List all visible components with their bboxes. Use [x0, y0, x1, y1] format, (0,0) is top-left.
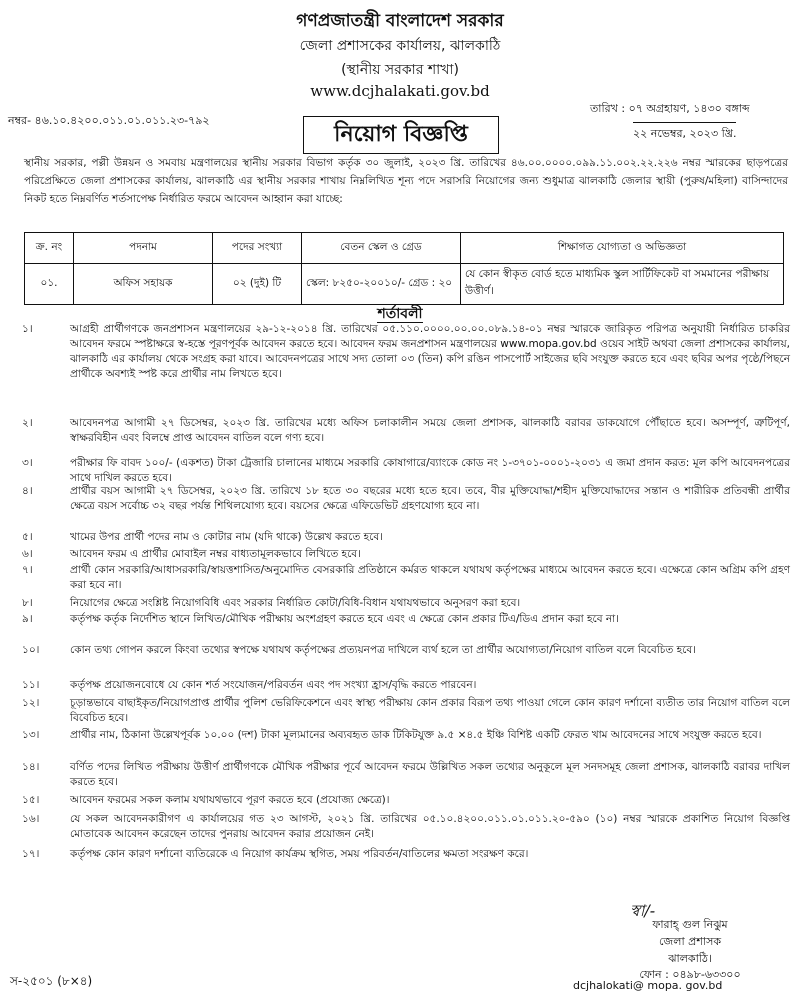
office-name: জেলা প্রশাসকের কার্যালয়, ঝালকাঠি	[299, 38, 501, 54]
terms-heading: শর্তাবলী	[377, 306, 423, 322]
date-english: ২২ নভেম্বর, ২০২৩ খ্রি.	[633, 122, 736, 144]
col-salary: বেতন স্কেল ও গ্রেড	[302, 233, 461, 264]
govt-name: গণপ্রজাতন্ত্রী বাংলাদেশ সরকার	[296, 11, 504, 31]
signature-mark: স্বা/-	[630, 901, 656, 920]
signatory-designation: জেলা প্রশাসক	[658, 935, 722, 948]
date-bangla	[590, 100, 750, 119]
intro-paragraph: স্থানীয় সরকার, পল্লী উন্নয়ন ও সমবায় মন্ত্রণালয়ের স্থানীয় সরকার বিভাগ কর্তৃক ৩০ জুলাই, ২০২৩ খ্রি. তারিখের ৪৬.০০.০০০০.০৯৯.১১.০০২.২২.২২৬ নম্বর স্মারকের ছাড়পত্রের পরিপ্রেক্ষিতে জেলা প্রশাসকের কার্যালয়, ঝালকাঠি এর স্থানীয় সরকার শাখায় নিম্নলিখিত শূন্য পদে সরাসরি নিয়োগের জন্য শুধুমাত্র ঝালকাঠি জেলার স্থায়ী (পুরুষ/মহিলা) বাসিন্দাদের নিকট হতে নিম্নবর্ণিত শর্তসাপেক্ষ নির্ধারিত ফরমে আবেদন আহ্বান করা যাচ্ছে:	[24, 157, 788, 205]
cell-serial: ০১.	[25, 264, 74, 305]
col-post: পদনাম	[74, 233, 213, 264]
recruitment-notice-page: গণপ্রজাতন্ত্রী বাংলাদেশ সরকার জেলা প্রশাসকের কার্যালয়, ঝালকাঠি (স্থানীয় সরকার শাখা) www.dcjhalakati.gov.bd নম্বর- ৪৬.১০.৪২০০.০১১.০১.০১১.২৩-৭৯২ তারিখ : ০৭ অগ্রহায়ণ, ১৪৩০ বঙ্গাব্দ ২২ নভেম্বর, ২০২৩ খ্রি. নিয়োগ বিজ্ঞপ্তি স্থানীয় সরকার, পল্লী উন্নয়ন ও সমবায় মন্ত্রণালয়ের স্থানীয় সরকার বিভাগ কর্তৃক ৩০ জুলাই, ২০২৩ খ্রি. তারিখের ৪৬.০০.০০০০.০৯৯.১১.০০২.২২.২২৬ নম্বর স্মারকের ছাড়পত্রের পরিপ্রেক্ষিতে জেলা প্রশাসকের কার্যালয়, ঝালকাঠি এর স্থানীয় সরকার শাখায় নিম্নলিখিত শূন্য পদে সরাসরি নিয়োগের জন্য শুধুমাত্র ঝালকাঠি জেলার স্থায়ী (পুরুষ/মহিলা) বাসিন্দাদের নিকট হতে নিম্নবর্ণিত শর্তসাপেক্ষ নির্ধারিত ফরমে আবেদন আহ্বান করা যাচ্ছে: ক্র. নং পদনাম পদের সংখ্যা বেতন স্কেল ও গ্রেড শিক্ষাগত যোগ্যতা ও অভিজ্ঞতা ০১. অফিস সহায়ক ০২ (দুই) টি স্কেল: ৮২৫০-২০০১০/- গ্রেড : ২০ যে কোন স্বীকৃত বোর্ড হতে মাধ্যমিক স্কুল সার্টিফিকেট বা সমমানের পরীক্ষায় উত্তীর্ণ। শর্তাবলী ১। আগ্রহী প্রার্থীগণকে জনপ্রশাসন মন্ত্রণালয়ের ২৯-১২-২০১৪ খ্রি. তারিখের ০৫.১১০.০০০০.০০.০০.০৮৯.১৪-০১ নম্বর স্মারকে জারিকৃত পরিপত্র অনুযায়ী নির্ধারিত চাকরির আবেদন ফরমে স্পষ্টাক্ষরে স্ব-হস্তে পূরণপূর্বক আবেদন করতে হবে। আবেদন ফরম জনপ্রশাসন মন্ত্রণালয়ের www.mopa.gov.bd ওয়েব সাইট অথবা জেলা প্রশাসকের কার্যালয়, ঝালকাঠি এর কার্যালয় থেকে সংগ্রহ করা যাবে। আবেদনপত্রের সাথে সদ্য তোলা ০৩ (তিন) কপি রঙিন পাসপোর্ট সাইজের ছবি সংযুক্ত করতে হবে এবং ছবির অপর পৃষ্ঠে/পিছনে প্রার্থীকে অবশ্যই স্পষ্ট করে প্রার্থীর নাম লিখতে হবে। ২। আবেদনপত্র আগামী ২৭ ডিসেম্বর, ২০২৩ খ্রি. তারিখের মধ্যে অফিস চলাকালীন সময়ে জেলা প্রশাসক, ঝালকাঠি বরাবর ডাকযোগে পৌঁছাতে হবে। অসম্পূর্ণ, ত্রুটিপূর্ণ, স্বাক্ষরবিহীন এবং বিলম্বে প্রাপ্ত আবেদন বাতিল বলে গণ্য হবে। ৩। পরীক্ষার ফি বাবদ ১০০/- (একশত) টাকা ট্রেজারি চালানের মাধ্যমে সরকারি কোষাগারে/ব্যাংকে কোড নং ১-৩৭০১-০০০১-২০৩১ এ জমা প্রদান করত: মূল কপি আবেদনপত্রের সাথে দাখিল করতে হবে। ৪। প্রার্থীর বয়স আগামী ২৭ ডিসেম্বর, ২০২৩ খ্রি. তারিখে ১৮ হতে ৩০ বছরের মধ্যে হতে হবে। তবে, বীর মুক্তিযোদ্ধা/শহীদ মুক্তিযোদ্ধাদের সন্তান ও শারীরিক প্রতিবন্ধী প্রার্থীর ক্ষেত্রে বয়স সর্বোচ্চ ৩২ বছর পর্যন্ত শিথিলযোগ্য হবে। বয়সের ক্ষেত্রে এফিডেভিট গ্রহণযোগ্য হবে না। ৫। খামের উপর প্রার্থী পদের নাম ও কোটার নাম (যদি থাকে) উল্লেখ করতে হবে। ৬। আবেদন ফরম এ প্রার্থীর মোবাইল নম্বর বাধ্যতামূলকভাবে লিখিতে হবে। ৭। প্রার্থী কোন সরকারি/আধাসরকারি/স্বায়ত্তশাসিত/অনুমোদিত বেসরকারি প্রতিষ্ঠানে কর্মরত থাকলে যথাযথ কর্তৃপক্ষের মাধ্যমে আবেদন করতে হবে। এক্ষেত্রে কোন অগ্রিম কপি গ্রহণ করা হবে না। ৮। নিয়োগের ক্ষেত্রে সংশ্লিষ্ট নিয়োগবিধি এবং সরকার নির্ধারিত কোটা/বিধি-বিধান যথাযথভাবে অনুসরণ করা হবে। ৯। কর্তৃপক্ষ কর্তৃক নির্দেশিত স্থানে লিখিত/মৌখিক পরীক্ষায় অংশগ্রহণ করতে হবে এবং এ ক্ষেত্রে কোন প্রকার টিএ/ডিএ প্রদান করা হবে না। ১০। কোন তথ্য গোপন করলে কিংবা তথ্যের স্বপক্ষে যথাযথ কর্তৃপক্ষের প্রত্যয়নপত্র দাখিলে ব্যর্থ হলে তা প্রার্থীর অযোগ্যতা/নিয়োগ বাতিল বলে বিবেচিত হবে। ১১। কর্তৃপক্ষ প্রয়োজনবোধে যে কোন শর্ত সংযোজন/পরিবর্তন এবং পদ সংখ্যা হ্রাস/বৃদ্ধি করতে পারবেন। ১২। চূড়ান্তভাবে বাছাইকৃত/নিয়োগপ্রাপ্ত প্রার্থীর পুলিশ ভেরিফিকেশনে এবং স্বাস্থ্য পরীক্ষায় কোন প্রকার বিরূপ তথ্য পাওয়া গেলে কোন কারণ দর্শানো ব্যতীত তার নিয়োগ বাতিল বলে বিবেচিত হবে। ১৩। প্রার্থীর নাম, ঠিকানা উল্লেখপূর্বক ১০.০০ (দশ) টাকা মূল্যমানের অব্যবহৃত ডাক টিকিটযুক্ত ৯.৫ ×৪.৫ ইঞ্চি বিশিষ্ট একটি ফেরত খাম আবেদনের সাথে সংযুক্ত করতে হবে। ১৪। বর্ণিত পদের লিখিত পরীক্ষায় উত্তীর্ণ প্রার্থীগণকে মৌখিক পরীক্ষার পূর্বে আবেদন ফরমে উল্লিখিত সকল তথ্যের অনুকূলে মূল সনদসমূহ জেলা প্রশাসক, ঝালকাঠি বরাবর দাখিল করতে হবে। ১৫। আবেদন ফরমের সকল কলাম যথাযথভাবে পূরণ করতে হবে (প্রযোজ্য ক্ষেত্রে)। ১৬। যে সকল আবেদনকারীগণ এ কার্যালয়ের গত ২৩ আগস্ট, ২০২১ খ্রি. তারিখের ০৫.১০.৪২০০.০১১.০১.০১১.২০-৫৯০ (১০) নম্বর স্মারকে প্রকাশিত নিয়োগ বিজ্ঞপ্তি মোতাবেক আবেদন করেছেন তাদের পুনরায় আবেদন করার প্রয়োজন নেই। ১৭। কর্তৃপক্ষ কোন কারণ দর্শানো ব্যতিরেকে এ নিয়োগ কার্যক্রম স্থগিত, সময় পরিবর্তন/বাতিলের ক্ষমতা সংরক্ষণ করে। স্বা/- ফারাহ্ গুল নিঝুম জেলা প্রশাসক ঝালকাঠি। ফোন : ০৪৯৮-৬৩৩০০ dcjhalokati@ mopa. gov.bd স-২৫০১ (৮×৪)	[0, 0, 800, 993]
page-title: নিয়োগ বিজ্ঞপ্তি	[303, 116, 499, 154]
table-header-row	[25, 233, 784, 264]
signatory-phone: ফোন : ০৪৯৮-৬৩৩০০	[639, 968, 741, 981]
cell-count: ০২ (দুই) টি	[213, 264, 302, 305]
col-count: পদের সংখ্যা	[213, 233, 302, 264]
signatory-email[interactable]: dcjhalokati@ mopa. gov.bd	[573, 979, 723, 992]
reference-code: স-২৫০১ (৮×৪)	[10, 974, 93, 988]
signatory-place: ঝালকাঠি।	[668, 952, 712, 965]
date-label: তারিখ :	[590, 102, 626, 115]
cell-salary: স্কেল: ৮২৫০-২০০১০/- গ্রেড : ২০	[302, 264, 461, 305]
table-row	[25, 264, 784, 305]
branch-name: (স্থানীয় সরকার শাখা)	[341, 62, 459, 78]
website-link[interactable]: www.dcjhalakati.gov.bd	[310, 82, 490, 100]
cell-qualification: যে কোন স্বীকৃত বোর্ড হতে মাধ্যমিক স্কুল সার্টিফিকেট বা সমমানের পরীক্ষায় উত্তীর্ণ।	[461, 264, 784, 305]
col-serial: ক্র. নং	[25, 233, 74, 264]
cell-post: অফিস সহায়ক	[74, 264, 213, 305]
date-bangla-value: ০৭ অগ্রহায়ণ, ১৪৩০ বঙ্গাব্দ	[628, 102, 750, 115]
col-qualification: শিক্ষাগত যোগ্যতা ও অভিজ্ঞতা	[461, 233, 784, 264]
signatory-name: ফারাহ্ গুল নিঝুম	[652, 918, 728, 931]
memo-number: নম্বর- ৪৬.১০.৪২০০.০১১.০১.০১১.২৩-৭৯২	[8, 114, 210, 127]
post-table	[24, 232, 784, 305]
